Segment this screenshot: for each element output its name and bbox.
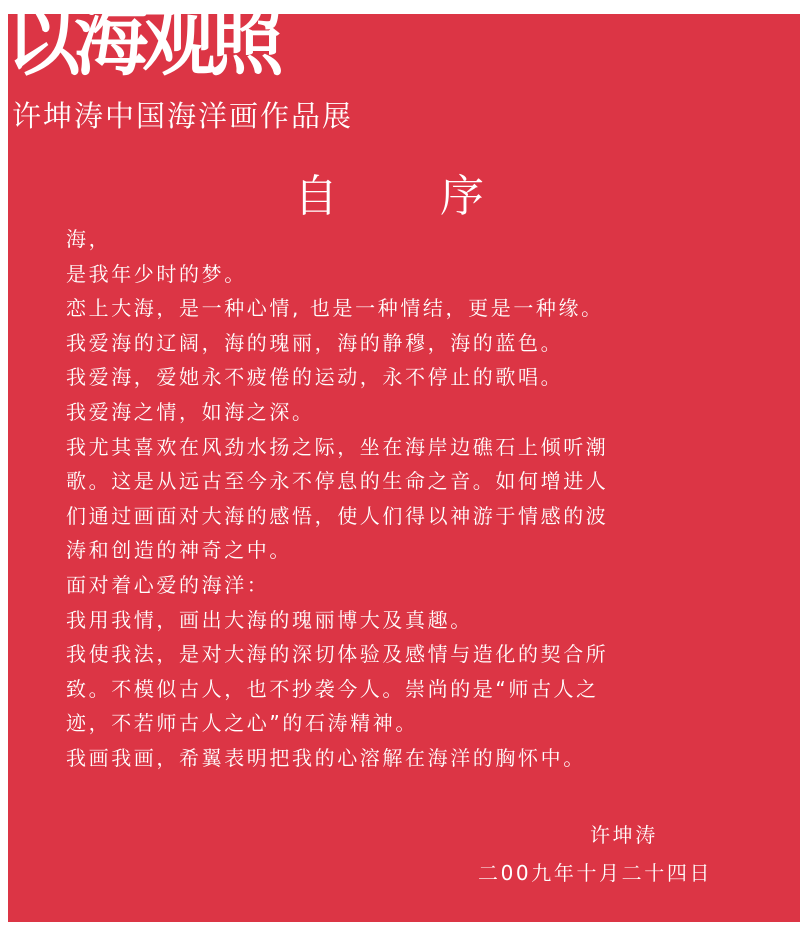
preface-body [66,222,766,776]
preface-line: 我画我画，希翼表明把我的心溶解在海洋的胸怀中。 [66,745,586,770]
preface-line: 海， [66,227,112,251]
signature-date: 二00九年十月二十四日 [478,861,713,885]
preface-line: 们通过画面对大海的感悟，使人们得以神游于情感的波 [66,503,609,528]
preface-line: 歌。这是从远古至今永不停息的生命之音。如何增进人 [66,469,609,494]
preface-title: 自 序 [294,171,528,222]
preface-line: 是我年少时的梦。 [66,261,247,286]
preface-line: 涛和创造的神奇之中。 [66,538,292,563]
preface-line: 面对着心爱的海洋： [66,572,270,597]
preface-line: 我爱海的辽阔，海的瑰丽，海的静穆，海的蓝色。 [66,330,564,355]
preface-line: 迹，不若师古人之心”的石涛精神。 [66,711,418,736]
exhibition-subtitle: 许坤涛中国海洋画作品展 [12,99,354,133]
preface-line: 恋上大海，是一种心情, 也是一种情结，更是一种缘。 [66,296,604,321]
preface-line: 我爱海，爱她永不疲倦的运动，永不停止的歌唱。 [66,365,564,390]
preface-line: 我用我情，画出大海的瑰丽博大及真趣。 [66,607,473,632]
preface-line: 致。不模似古人，也不抄袭今人。崇尚的是“师古人之 [66,676,599,701]
exhibition-logo: 以海观照 [6,0,278,87]
author-name: 许坤涛 [590,823,658,847]
preface-line: 我爱海之情，如海之深。 [66,399,315,424]
preface-line: 我使我法，是对大海的深切体验及感情与造化的契合所 [66,642,609,667]
preface-line: 我尤其喜欢在风劲水扬之际，坐在海岸边礁石上倾听潮 [66,434,609,459]
